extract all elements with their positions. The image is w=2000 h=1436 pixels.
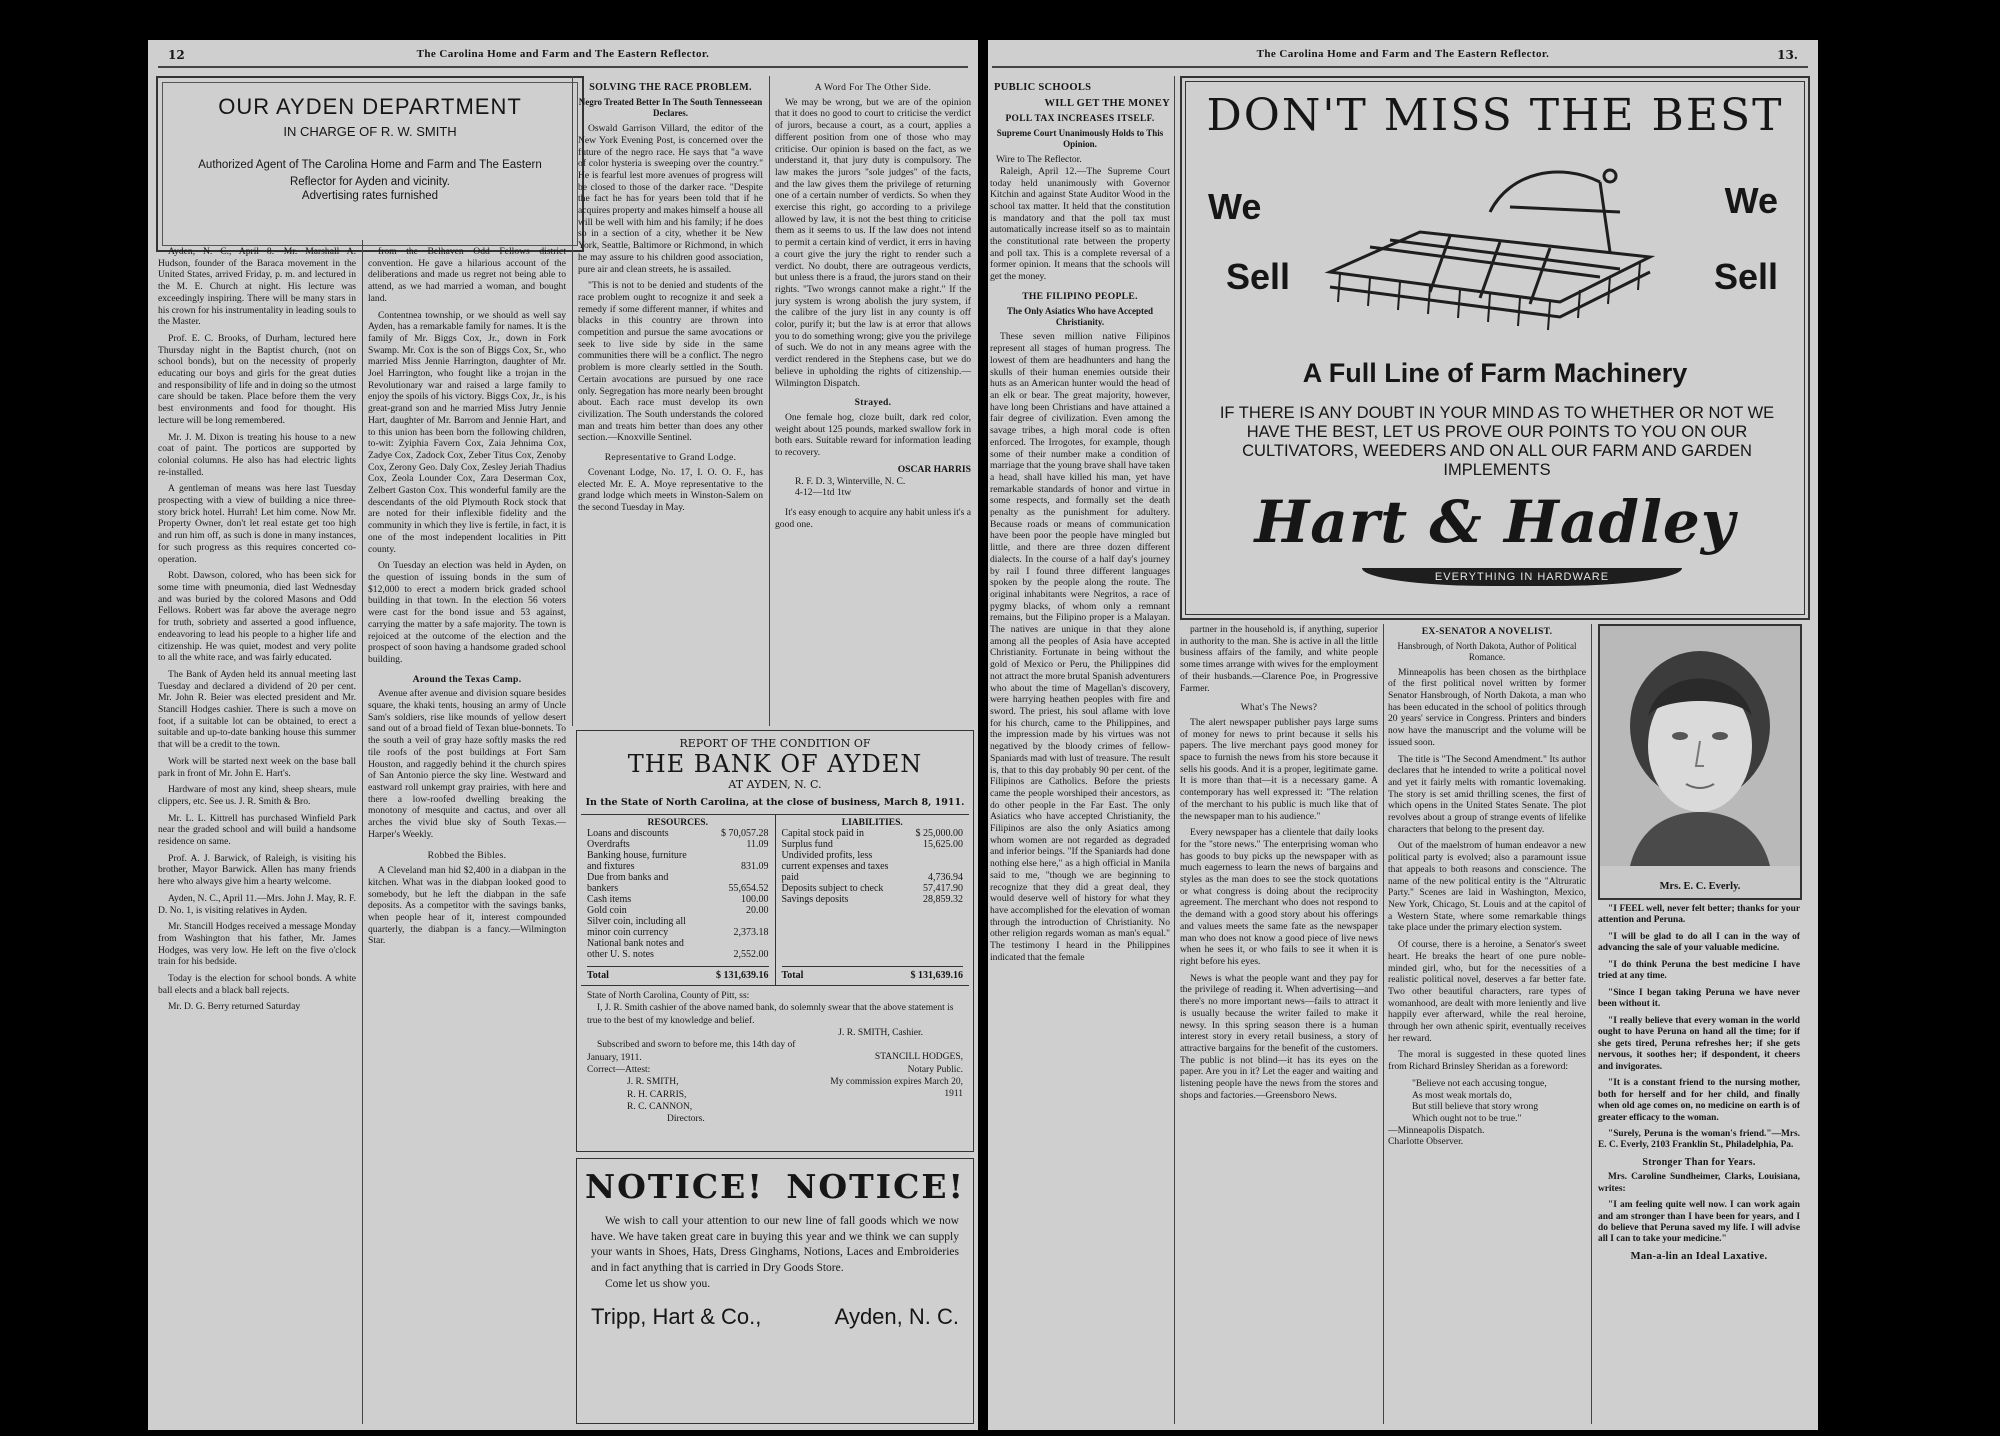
ayden-news-paragraph: Mr. J. M. Dixon is treating his house to a new coat of paint. The porticos are supported by colonial columns. He also has had electric lights re-installed. [158,431,356,478]
peruna-quote: "Surely, Peruna is the woman's friend."—Mrs. E. C. Everly, 2103 Franklin St., Philadelphia, Pa. [1598,1128,1800,1151]
race-subheading: Negro Treated Better In The South Tennesseean Declares. [578,97,763,119]
texas-heading: Around the Texas Camp. [412,673,522,685]
filipino-heading: THE FILIPINO PEOPLE. [1022,290,1138,302]
ayden-subtitle: IN CHARGE OF R. W. SMITH [283,124,457,139]
novelist-article [1388,624,1586,1424]
ayden-news-paragraph: Mr. Stancill Hodges received a message Monday from Washington that his father, Mr. James Hodges, was very low. He left on the five o'clock train for his bedside. [158,921,356,968]
liabilities-title: LIABILITIES. [841,818,903,828]
liability-row-value: $ 25,000.00 [915,828,963,839]
news-heading: What's The News? [1240,702,1318,714]
filipino-text: These seven million native Filipinos represent all stages of human progress. The lowest of them are headhunters and hang the skulls of their human enemies outside their huts as an American hunter would the head of an elk or bear. The great majority, however, have long been Christians and have attained a fair degree of civilization. Even among the savage tribes, a high moral code is often enforced. The Irrogotes, for example, though some of their number make a condition of marriage that the young brave shall have taken a head, shall have killed his man, yet have remarkable standards of honor and virtue in some respects, and formally set the death penalty as the punishment for adultery. Because roads or means of communication have been poor the people have mingled but little, and there are three dozen different dialects. In the course of a half day's journey by rail I found three different languages spoken by the people along the route. The original inhabitants were Negritos, a race of pygmy blacks, of whom only a remnant remains, but the Filipino proper is a Malayan. The natives are unique in that they alone among all the peoples of Asia have accepted Christianity. Fortunate in being without the gold of Mexico or Peru, the Philippines did not attract the more brutal Spanish adventurers who about the time of Magellan's discovery, were harrying heathen peoples with fire and sword. The priest, his soul aflame with love for his church, came to the Philippines, and the impression made by his virtues was not negatived by the bloody crimes of fellow-Spaniards mad with lust of treasure. The result is, that to this day probably 90 per cent. of the Filipinos are Catholics. Before the priests came the people worshiped their ancestors, as do other people in the Far East. The only Asiatics who have accepted Christianity, the Filipinos are also the only Asiatics among whom women are not regarded as degraded and inferior beings. "If the Spaniards had done nothing else here," as a high official in Manila said to me, "though we are beginning to recognize that they did a great deal, they would deserve well of history for what they have accomplished for the elevation of woman through the introduction of Christianity. No other religion regards woman as man's equal." The testimony I heard in the Philippines indicated that the female [990,331,1170,963]
notice-come: Come let us show you. [605,1278,711,1291]
resources-title: RESOURCES. [647,818,708,828]
ayden-department-box [156,76,584,252]
resource-row-label: Cash items [587,894,632,905]
liability-row-value: 57,417.90 [923,883,963,894]
resource-row [587,850,769,872]
liability-row-value: 15,625.00 [923,839,963,850]
bank-location: AT AYDEN, N. C. [728,778,822,791]
texas-text: Avenue after avenue and division square besides square, the khaki tents, housing an army of Uncle Sam's soldiers, rise like mounds of yellow desert sand out of a broad field of Texan blue-bonnets. To the south a veil of gray haze softly masks the red tile roofs of the post buildings at Fort Sam Houston, and raggedly behind it the church spires of San Antonio pierce the sky line. Westward and eastward roll unkempt gray prairies, with here and there a low-roofed dwelling breaking the monotony of mesquite and cactus, and over all arches the vivid blue sky of South Texas.—Harper's Weekly. [368,688,566,840]
bank-name: THE BANK OF AYDEN [627,750,923,778]
ayden-news-paragraph: Hardware of most any kind, sheep shears, mule clippers, etc. See us. J. R. Smith & Bro. [158,784,356,807]
left-page [148,40,978,1430]
resource-row [587,938,769,960]
farm-machinery-ad [1180,76,1810,620]
strayed-code: 4-12—1td 1tw [795,487,852,499]
peruna-second-quote: "I am feeling quite well now. I can work again and am stronger than I have been for years, and I do believe that Peruna saved my life. I will advise all I can to take your medicine." [1598,1200,1800,1245]
verse-line: But still believe that story wrong [1412,1101,1539,1113]
peruna-stronger: Stronger Than for Years. [1642,1156,1756,1168]
ayden-news-column-2 [368,246,566,1424]
ad-pitch: IF THERE IS ANY DOUBT IN YOUR MIND AS TO WHETHER OR NOT WE HAVE THE BEST, LET US PROVE OUR POINTS TO YOU ON OUR CULTIVATORS, WEEDERS AND ON ALL OUR FARM AND GARDEN IMPLEMENTS [1219,404,1775,479]
news-paragraph: The alert newspaper publisher pays large sums of money for news to print because it sells his papers. The live merchant pays good money for space to furnish the news from his store because it sells his goods. And it is a proper, legitimate game. It is more than that—it is a necessary game. A contemporary has well expressed it: "The relation of the merchant to his public is much like that of the newspaper man to his audience." [1180,716,1378,822]
novelist-credit-2: Charlotte Observer. [1388,1136,1464,1148]
notice-right: NOTICE! [786,1167,965,1206]
portrait-illustration [1600,626,1800,866]
ad-we-left: We [1208,186,1262,227]
notice-town: Ayden, N. C. [834,1304,959,1330]
novelist-paragraph: The moral is suggested in these quoted lines from Richard Brinsley Sheridan as a foreword: [1388,1049,1586,1073]
peruna-quote: "I do think Peruna the best medicine I have tried at any time. [1598,959,1800,982]
running-title-right: The Carolina Home and Farm and The Eastern Reflector. [1256,48,1550,60]
portrait-caption: Mrs. E. C. Everly. [1659,881,1741,892]
race-paragraph: Oswald Garrison Villard, the editor of the New York Evening Post, is concerned over the future of the negro race. He says that "a wave of color hysteria is sweeping over the country." He is fearful lest more avenues of progress will be closed to those of the darker race. "Despite the fact he has for years been told that if he acquires property and makes himself a house all will be well with him and his family; if he does so in a section of a city, whether it be New York, Seattle, Baltimore or Richmond, in which he may assure to his children good association, pure air and clean streets, he is assailed. [578,123,763,275]
running-title: The Carolina Home and Farm and The Eastern Reflector. [416,48,710,60]
ayden-news-paragraph: Ayden, N. C., April 8.—Mr. Marshall A. Hudson, founder of the Baraca movement in the United States, arrived Friday, p. m. and lectured in the M. E. Church at night. His lecture was exceedingly inspiring. There will be many stars in his crown for his instrumentality in leading souls to the Master. [158,246,356,328]
novelist-paragraph: Of course, there is a heroine, a Senator's sweet heart. He breaks the heart of one pure noble-minded girl, who, but for the necessities of a realistic political novel, deserves a far better fate. Two other beautiful characters, rare types of womanhood, are dealt with more leniently and live happily ever afterward, while the real heroine, through her own athenic spirit, eventually receives her reward. [1388,939,1586,1044]
ayden-news-column [158,246,356,1424]
race-heading: SOLVING THE RACE PROBLEM. [589,82,752,93]
liabilities-total: Total $ 131,639.16 [782,966,964,981]
peruna-testimonial [1598,904,1800,1424]
resources-table [581,815,776,985]
liability-row [782,828,964,839]
ayden-news-paragraph: On Tuesday an election was held in Ayden, on the question of issuing bonds in the sum of $12,000 to erect a modern brick graded school building in that town. In the election 56 voters were cast for the bond issue and 53 against, carrying the matter by a safe majority. The town is rejoiced at the outcome of the election and the prospect of soon having a handsome graded school building. [368,560,566,665]
strayed-signature: OSCAR HARRIS [897,463,971,475]
schools-heading-3: POLL TAX INCREASES ITSELF. [1005,113,1155,124]
verse-line: Which ought not to be true." [1412,1112,1522,1124]
strayed-text: One female hog, cloze built, dark red color, weight about 125 pounds, marked swallow fork in both ears. Suitable reward for information leading to recovery. [775,411,971,459]
affiant: J. R. SMITH, Cashier. [838,1028,923,1039]
director-name: R. C. CANNON, [627,1102,693,1113]
ayden-agent: Authorized Agent of The Carolina Home and Farm and The Eastern Reflector for Ayden and vicinity. [198,159,542,188]
peruna-quote: "I will be glad to do all I can in the way of advancing the sale of your valuable medicine. [1598,931,1800,954]
schools-wire: Wire to The Reflector. [996,154,1082,166]
peruna-quote: "Since I began taking Peruna we have never been without it. [1598,987,1800,1010]
ad-we-right: We [1724,180,1778,221]
resource-row-value: 100.00 [741,894,769,905]
liability-row-label: Savings deposits [781,894,849,905]
liability-row-value: 4,736.94 [928,872,963,883]
lodge-heading: Representative to Grand Lodge. [604,452,737,464]
liability-row [782,850,964,883]
notice-text: We wish to call your attention to our new line of fall goods which we now have. We have taken great care in buying this year and we think we can supply your wants in Shoes, Hats, Dress Ginghams, Notions, Laces and Embroideries and in fact anything that is carried in Dry Goods Store. [591,1215,959,1274]
ayden-news-paragraph: Today is the election for school bonds. A white ball elects and a black ball rejects. [158,973,356,996]
resource-row-value: 2,373.18 [733,927,769,938]
ad-sell-left: Sell [1226,256,1291,297]
peruna-tagline: Man-a-lin an Ideal Laxative. [1630,1250,1768,1262]
strayed-proverb: It's easy enough to acquire any habit unless it's a good one. [775,506,971,530]
ayden-news-paragraph: Prof. A. J. Barwick, of Raleigh, is visiting his brother, Mayor Barwick. Allen has many friends here who always give him a hearty welcome. [158,852,356,888]
running-head-right [988,46,1818,66]
ayden-news-paragraph: Prof. E. C. Brooks, of Durham, lectured here Thursday night in the Baptist church, (not on school bonds), but on the necessity of properly educating our boys and girls for the great duties and responsibility of life and in doing so the utmost care should be taken. Place before them the very best environments and food for thought. His lecture will be long remembered. [158,332,356,426]
liability-row-label: Surplus fund [781,839,833,850]
resource-row [587,894,769,905]
resource-row-label: Loans and discounts [587,828,669,839]
ayden-news-paragraph: from the Belhaven Odd Fellows district convention. He gave a hilarious account of the deliberations and made us regret not being able to attend, as we had married a woman, and bought land. [368,246,566,304]
right-page [988,40,1818,1430]
harrow-illustration [1310,152,1670,342]
ayden-news-paragraph: Mr. D. G. Berry returned Saturday [168,1001,301,1013]
liability-row [782,839,964,850]
ad-headline: DON'T MISS THE BEST [1206,90,1784,141]
schools-subheading: Supreme Court Unanimously Holds to This Opinion. [996,128,1164,150]
lodge-text: Covenant Lodge, No. 17, I. O. O. F., has elected Mr. E. A. Moye representative to the grand lodge which meets in Winston-Salem on the second Tuesday in May. [578,466,763,513]
filipino-continued-paragraph: partner in the household is, if anything, superior in authority to the man. She is active in all the little business affairs of the family, and white people some times arrange with wives for the employment of their husbands.—Clarence Poe, in Progressive Farmer. [1180,624,1378,694]
peruna-quote: "I FEEL well, never felt better; thanks for your attention and Peruna. [1598,904,1800,926]
ayden-news-paragraph: Ayden, N. C., April 11.—Mrs. John J. May, R. F. D. No. 1, is visiting relatives in Ayden. [158,892,356,916]
ayden-title: OUR AYDEN DEPARTMENT [218,94,522,119]
resource-row-value: 831.09 [741,861,769,872]
ayden-news-paragraph: Contentnea township, or we should as well say Ayden, has a remarkable family for names. It is the family of Mr. Biggs Cox, Jr., down in Fork Swamp. Mr. Cox is the son of Biggs Cox, Sr., who married Miss Jennie Harrington, daughter of Mr. Joel Harrington, who fought like a trojan in the Revolutionary war and raised a large family to enjoy the spoils of his victory. Biggs Cox, Jr., is his great-grand son and he married Miss Jutry Jennie Hart, daughter of Mr. Barrom and Jennie Hart, and to this union has been born the following children, to-wit: Zyiphia Favern Cox, Zaia Jehnima Cox, Zadye Cox, Zadock Cox, Zeber Titus Cox, Zenoby Cox, Zerony Geo. Daly Cox, Zesley Jeriah Thadius Cox, Zeola Lounder Cox, Zara Deserman Cox, Zelbert Gaston Cox. This wonderful family are the descendants of the old Plymouth Rock stock that are noted for their inflexible fidelity and the community in which they live is fertile, in fact, it is one of the most independent localities in Pitt county. [368,309,566,555]
ayden-news-paragraph: A gentleman of means was here last Tuesday prospecting with a view of building a nice three-story brick hotel. Hurrah! Let him come. Now Mr. Property Owner, don't let real estate get too high and run him off, as such is done in many instances, for such progress as this requires concerted co-operation. [158,483,356,565]
notice-firm: Tripp, Hart & Co., [591,1304,762,1330]
filipino-subheading: The Only Asiatics Who have Accepted Christianity. [1006,305,1154,327]
peruna-second: Mrs. Caroline Sundheimer, Clarks, Louisiana, writes: [1598,1172,1800,1194]
ayden-news-paragraph: Work will be started next week on the base ball park in front of Mr. John E. Hart's. [158,755,356,779]
ayden-news-paragraph: Mr. L. L. Kittrell has purchased Winfield Park near the graded school and will build a handsome residence on same. [158,812,356,848]
novelist-paragraph: Minneapolis has been chosen as the birthplace of the first political novel written by former Senator Hansbrough, of North Dakota, a man who has been educated in the school of politics through 20 years' service in Congress. Printers and binders now have the manuscript and the volume will be issued soon. [1388,666,1586,748]
running-head [148,46,978,66]
resource-row [587,872,769,894]
schools-heading-1: PUBLIC SCHOOLS [994,82,1092,93]
resource-row-value: 11.09 [746,839,769,850]
novelist-paragraph: Out of the maelstrom of human endeavor a new political party is evolved; also a paramount issue that appeals to both reasons and conscience. The name of the new political entity is the "Altruratic Party." Scenes are laid in Washington, Mexico, New York, Chicago, St. Louis and at the capitol of a Western State, where some remarkable things take place under the primary election system. [1388,840,1586,934]
verse-line: "Believe not each accusing tongue, [1412,1077,1547,1089]
liability-row [782,894,964,905]
affidavit-text: I, J. R. Smith cashier of the above named bank, do solemnly swear that the above statement is true to the best of my knowledge and belief. [587,1003,954,1026]
notary-title: Notary Public. [907,1064,963,1075]
bibles-text: A Cleveland man hid $2,400 in a diabpan in the kitchen. What was in the diabpan looked good to somebody, but he left the diabpan in the safe deposits. As a competitor with the savings banks, when people hear of it, interest compounded quarterly, the diabpan is a fancy.—Wilmington Star. [368,865,566,947]
ad-firm-logo: Hart & Hadley [1254,488,1736,556]
liabilities-table [776,815,970,985]
resource-row-value: 20.00 [746,905,769,916]
resource-row-label: Gold coin [587,905,627,916]
resource-row [587,916,769,938]
resources-total: Total $ 131,639.16 [587,966,769,981]
schools-text: Raleigh, April 12.—The Supreme Court today held unanimously with Governor Kitchin and against State Auditor Wood in the school tax matter. It held that the constitution is mandatory and that the poll tax must automatically increase itself so as to maintain the constitutional rate between the property and poll tax. This is a complete reversal of a former opinion. It means that the schools will get the money. [990,165,1170,283]
schools-heading-2: WILL GET THE MONEY [1044,97,1170,109]
director-name: R. H. CARRIS, [627,1089,687,1100]
peruna-quote: "It is a constant friend to the nursing mother, both for herself and for her child, and finally when old age comes on, no medicine on earth is of greater efficacy to the woman. [1598,1078,1800,1123]
ad-banner: EVERYTHING IN HARDWARE [1362,568,1682,586]
directors-label: Directors. [667,1114,705,1125]
resource-row-value: 55,654.52 [728,883,769,894]
resource-row-label: National bank notes and other U. S. notes [587,938,684,960]
commission-line: My commission expires March 20, 1911 [830,1077,963,1100]
other-side-text: We may be wrong, but we are of the opinion that it does no good to court to criticise the verdict of jurors, because a court, as a court, applies a different position from one of those who may criticise. Our opinion is based on the fact, as we understand it, that jury duty is compulsory. The law makes the jurors "sole judges" of the facts, and the law gives them the privilege of returning one of a certain number of verdicts. So when they exercise this right, go according to a privilege allowed by law, it is not the best thing to criticise them as it seems to us. If the law does not intend to permit a certain kind of verdict, it errs in having a court give the jury the right to render such a verdict. No doubt, there are outrageous verdicts, but unless there is a fraud, the jurors stand on their rights. "Two wrongs cannot make a right." If the jury system is wrong abolish the jury system, if the calibre of the jury list in any county is off color, purify it; but the law is at error that allows you to do something wrong; give you the privilege of such. We do not in any means agree with the verdict rendered in the Stephens case, but we do believe in upholding the rights of citizenship.—Wilmington Dispatch. [775,96,971,389]
affidavit-head: State of North Carolina, County of Pitt, ss: [587,991,750,1001]
resource-row [587,905,769,916]
ayden-news-paragraph: The Bank of Ayden held its annual meeting last Tuesday and declared a dividend of 20 per cent. Mr. John R. Beier was elected president and Mr. Stancill Hodges cashier. There is such a move on foot, if a suitable lot can be obtained, to erect a suitable and up-to-date banking house this summer that will be a credit to the town. [158,668,356,751]
ayden-rates: Advertising rates furnished [301,190,439,203]
bank-state-line: In the State of North Carolina, at the close of business, March 8, 1911. [585,797,965,808]
novelist-credit-1: —Minneapolis Dispatch. [1388,1124,1485,1136]
peruna-quote: "I really believe that every woman in the world ought to have Peruna on hand all the time; for if she gets tired, Peruna refreshes her; if she gets nervous, it soothes her; if despondent, it cheers and invigorates. [1598,1015,1800,1072]
schools-filipino-column [990,80,1170,1424]
resource-row-value: $ 70,057.28 [721,828,769,839]
novelist-subheading: Hansbrough, of North Dakota, Author of Political Romance. [1397,640,1577,662]
news-paragraph: Every newspaper has a clientele that daily looks for the "store news." The enterprising woman who has goods to buy picks up the newspaper with as much eagerness to learn the news of bargains and styles as the man does to see the stock quotations or what congress is doing about the reciprocity agreement. The merchant who does not respond to the demand with a good story about his offerings and values meets the same fate as the newspaper man who does not know a good piece of live news when he sees it, or who fails to see it when it is right before his eyes. [1180,827,1378,967]
race-problem-article [578,80,763,720]
portrait-frame [1598,624,1802,900]
liability-row [782,883,964,894]
news-paragraph: News is what the people want and they pay for the privilege of reading it. When advertising—and there's no more important news—fails to attract it is usually because the writer failed to make it newsy. In this spring season there is a human interest story in every retail business, a story of attractive bargains for the benefit of the customers. The public is not blind—it has its eyes on the paper. Are you in it? Let the eager and waiting and listening people have the news from the stores and shops and factories.—Greensboro News. [1180,972,1378,1101]
other-side-heading: A Word For The Other Side. [814,82,932,93]
head-rule [158,66,968,68]
notary-name: STANCILL HODGES, [874,1052,963,1063]
verse-line: As most weak mortals do, [1412,1089,1512,1101]
novelist-paragraph: The title is "The Second Amendment." Its author declares that he intended to write a political novel and yet it fairly melts with romantic lovemaking. The story is set amid thrilling scenes, the first of which opens in the United States Senate. The plot revolves about a group of strange events of lifelike characters that belong to the present day. [1388,753,1586,835]
resource-row-label: Due from banks and bankers [587,872,669,894]
notice-left: NOTICE! [585,1167,764,1206]
ayden-news-paragraph: Robt. Dawson, colored, who has been sick for some time with pneumonia, died last Wednesday and was buried by the colored Masons and Odd Fellows. Robert was far above the average negro for truth, sobriety and asserted a good influence, endeavoring to lead his people to a higher life and citizenship. He was quiet, modest and very polite to all the white race, and was fairly educated. [158,570,356,664]
liability-row-value: 28,859.32 [923,894,963,905]
novelist-heading: EX-SENATOR A NOVELIST. [1421,626,1553,637]
bank-report-line: REPORT OF THE CONDITION OF [679,737,871,750]
strayed-heading: Strayed. [854,397,892,409]
liability-row-label: Capital stock paid in [781,828,864,839]
resource-row-label: Silver coin, including all minor coin currency [587,916,686,938]
news-column [1180,624,1378,1424]
page-number: 12 [168,48,185,62]
resource-row-value: 2,552.00 [733,949,769,960]
resource-row-label: Overdrafts [587,839,630,850]
liability-row-label: Undivided profits, less current expenses and taxes paid [781,850,889,883]
resource-row [587,828,769,839]
notice-ad [576,1158,974,1424]
resource-row [587,839,769,850]
bibles-heading: Robbed the Bibles. [427,850,507,862]
resource-row-label: Banking house, furniture and fixtures [587,850,687,872]
strayed-address: R. F. D. 3, Winterville, N. C. [795,475,906,487]
correct-attest: Correct—Attest: [587,1065,651,1076]
page-number-right: 13. [1777,48,1798,62]
ad-subhead: A Full Line of Farm Machinery [1302,358,1688,388]
ad-sell-right: Sell [1713,256,1778,297]
director-name: J. R. SMITH, [627,1077,679,1088]
race-paragraph: "This is not to be denied and students of the race problem ought to recognize it and seek a remedy if some different manner, if whites and blacks in this country are thrown into competition and pursue the same avocations or seek to live side by side in the same communities there will be a conflict. The negro problem is more clearly settled in the South. Certain avocations are pursued by one race only. Segregation has more nearly been brought about. Each race must develop its own civilization. The South understands the colored man and treats him better than does any other section.—Knoxville Sentinel. [578,280,763,444]
liability-row-label: Deposits subject to check [781,883,884,894]
sworn-line: Subscribed and sworn to before me, this 14th day of January, 1911. [587,1040,796,1063]
bank-report [576,730,974,1152]
other-side-article [775,80,971,720]
